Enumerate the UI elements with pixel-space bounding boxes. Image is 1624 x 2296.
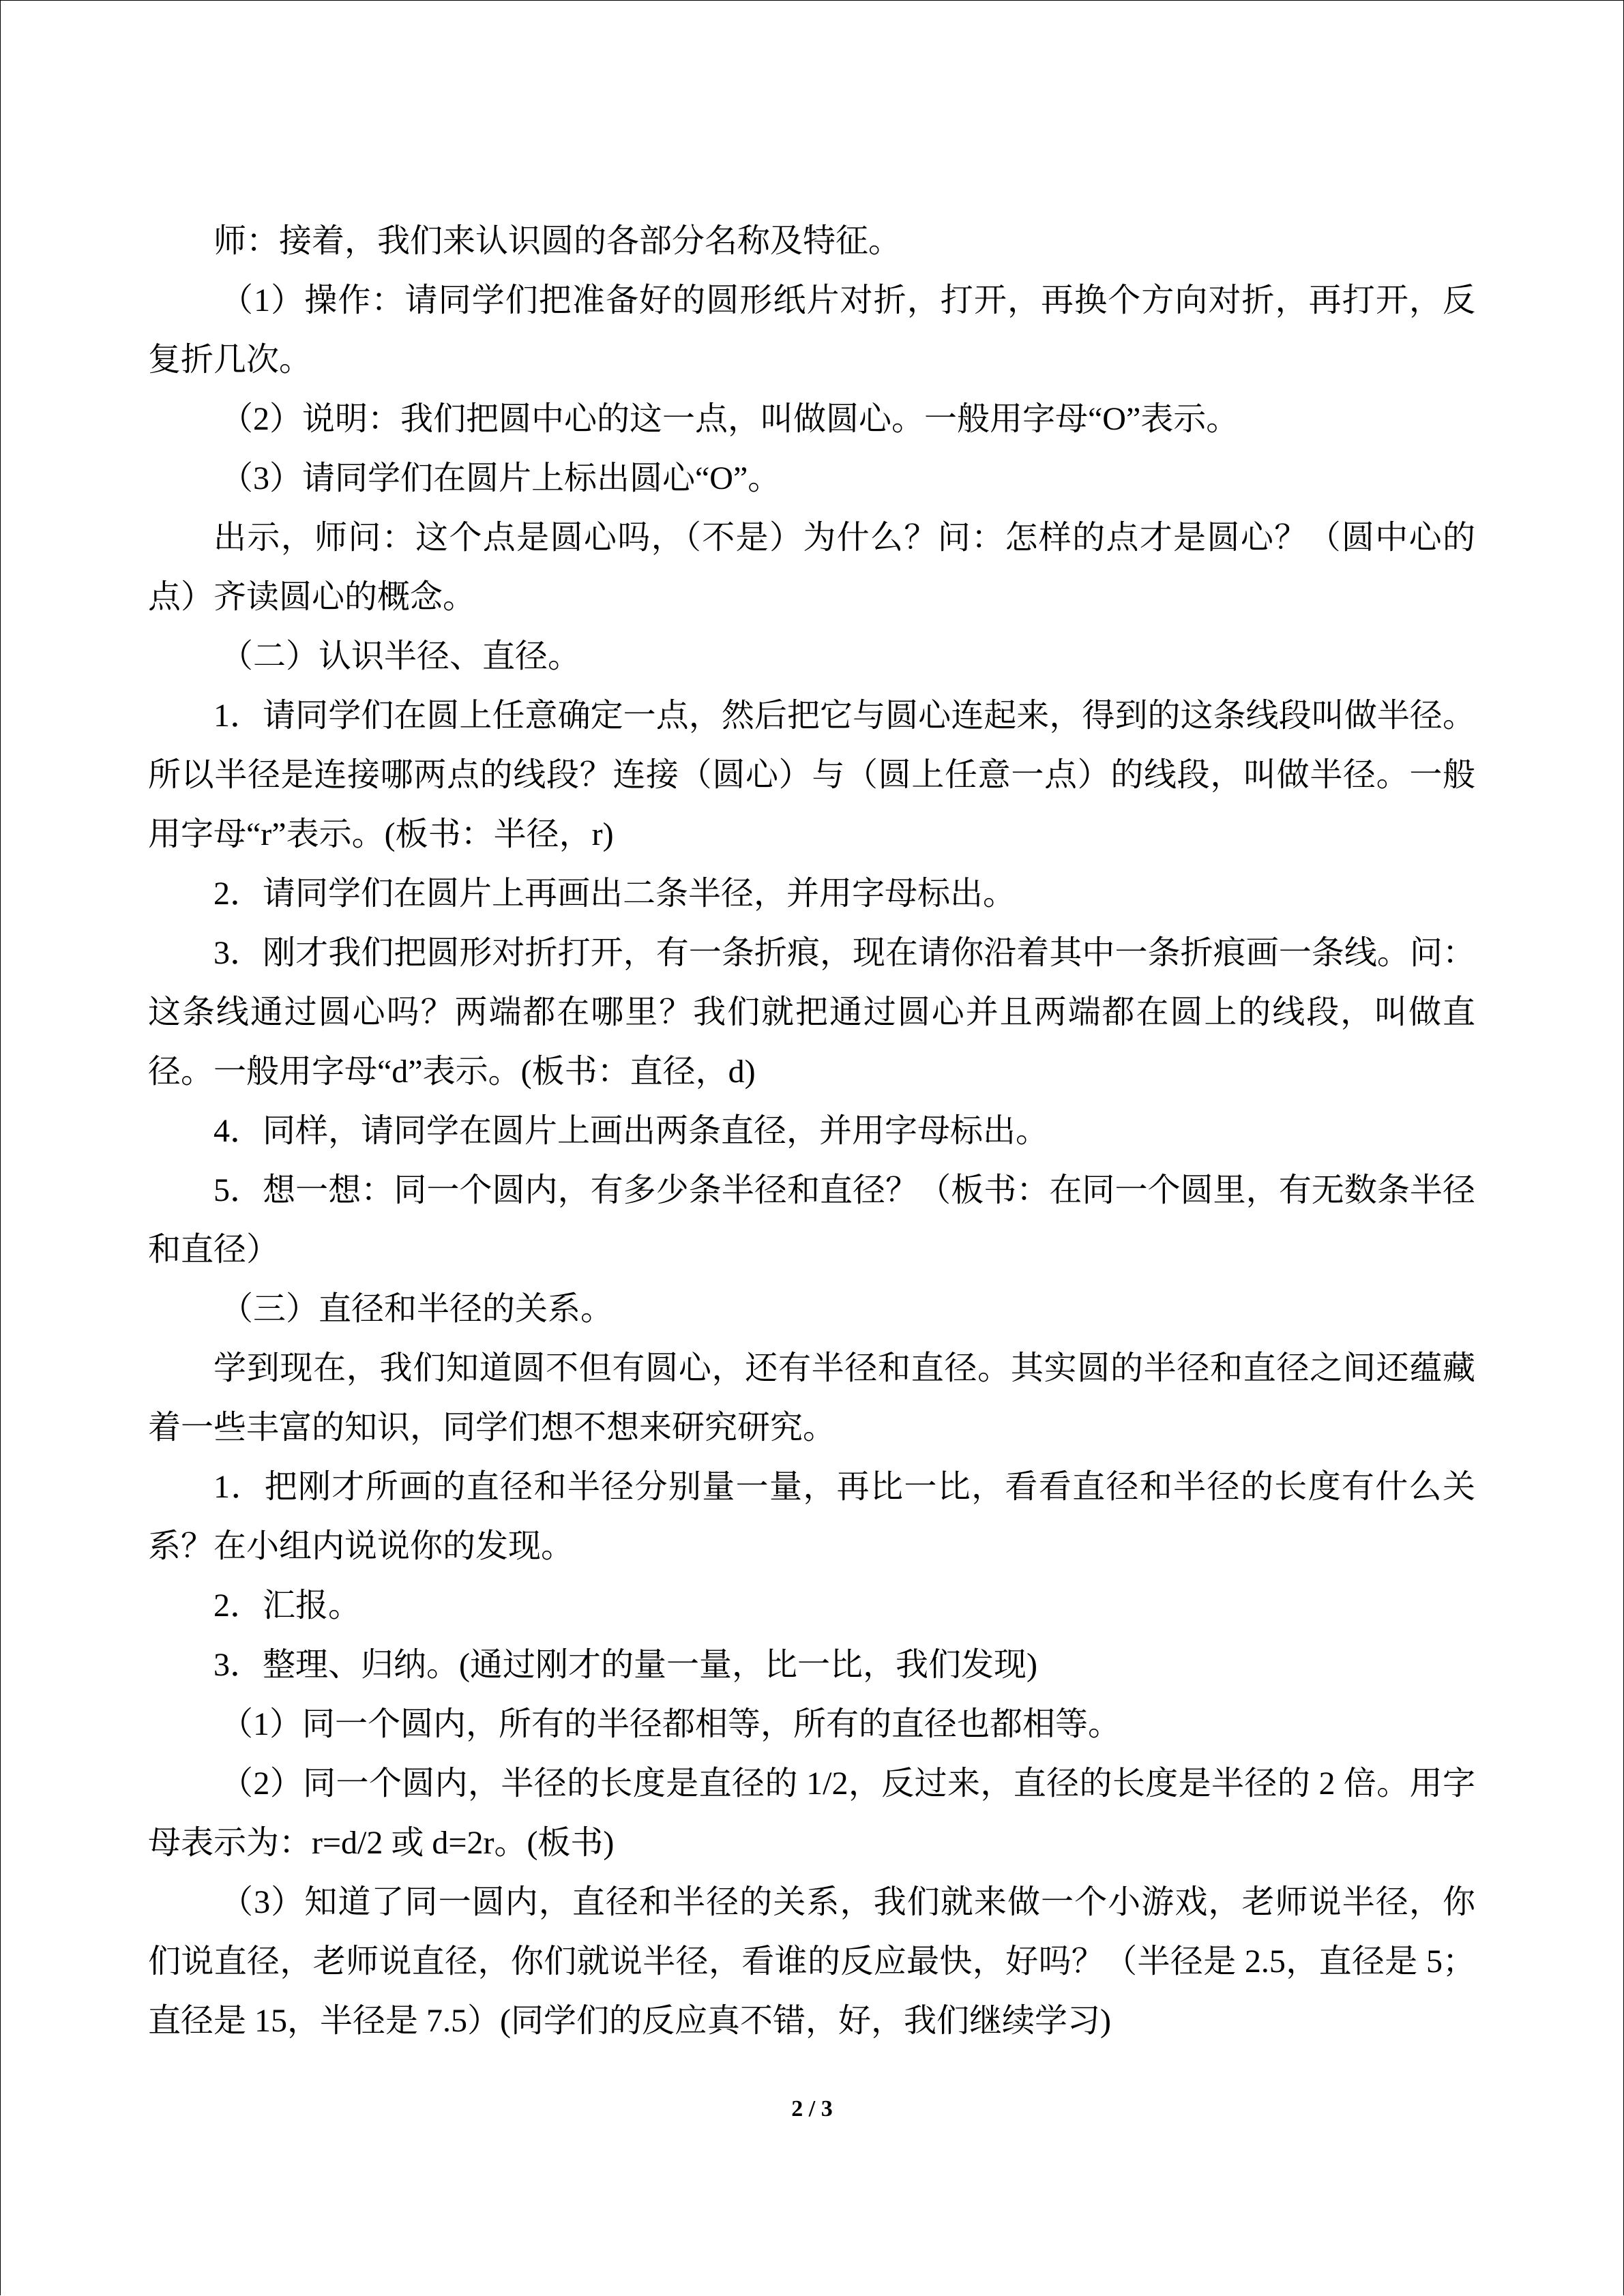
paragraph-diameter-definition: 3．刚才我们把圆形对折打开，有一条折痕，现在请你沿着其中一条折痕画一条线。问：这条线通过圆心吗？两端都在哪里？我们就把通过圆心并且两端都在圆上的线段，叫做直径。一般用字母“d”表示。(板书：直径，d) bbox=[148, 935, 1475, 1090]
paragraph-measure-compare: 1．把刚才所画的直径和半径分别量一量，再比一比，看看直径和半径的长度有什么关系？在小组内说说你的发现。 bbox=[148, 1469, 1475, 1564]
paragraph-summarize: 3．整理、归纳。(通过刚才的量一量，比一比，我们发现) bbox=[213, 1647, 1037, 1683]
paragraph-report: 2．汇报。 bbox=[213, 1587, 361, 1624]
document-body bbox=[148, 211, 1475, 2051]
page-number: 2 / 3 bbox=[791, 2096, 833, 2121]
paragraph-relationship-intro: 学到现在，我们知道圆不但有圆心，还有半径和直径。其实圆的半径和直径之间还蕴藏着一些丰富的知识，同学们想不想来研究研究。 bbox=[148, 1350, 1475, 1446]
paragraph-step-1-operation: （1）操作：请同学们把准备好的圆形纸片对折，打开，再换个方向对折，再打开，反复折几次。 bbox=[148, 282, 1475, 378]
paragraph-step-2-explanation: （2）说明：我们把圆中心的这一点，叫做圆心。一般用字母“O”表示。 bbox=[220, 401, 1239, 437]
paragraph-think-count: 5．想一想：同一个圆内，有多少条半径和直径？（板书：在同一个圆里，有无数条半径和直径） bbox=[148, 1172, 1475, 1268]
paragraph-intro: 师：接着，我们来认识圆的各部分名称及特征。 bbox=[213, 223, 902, 259]
paragraph-conclusion-1: （1）同一个圆内，所有的半径都相等，所有的直径也都相等。 bbox=[220, 1706, 1121, 1742]
paragraph-conclusion-2: （2）同一个圆内，半径的长度是直径的 1/2，反过来，直径的长度是半径的 2 倍。用字母表示为：r=d/2 或 d=2r。(板书) bbox=[148, 1765, 1475, 1861]
section-heading-relationship: （三）直径和半径的关系。 bbox=[220, 1291, 614, 1327]
paragraph-step-3-mark-center: （3）请同学们在圆片上标出圆心“O”。 bbox=[220, 460, 781, 496]
section-heading-radius-diameter: （二）认识半径、直径。 bbox=[220, 638, 581, 674]
paragraph-radius-definition: 1．请同学们在圆上任意确定一点，然后把它与圆心连起来，得到的这条线段叫做半径。所以半径是连接哪两点的线段？连接（圆心）与（圆上任意一点）的线段，叫做半径。一般用字母“r”表示。(板书：半径，r) bbox=[148, 698, 1475, 852]
paragraph-center-question: 出示，师问：这个点是圆心吗，（不是）为什么？问：怎样的点才是圆心？（圆中心的点）齐读圆心的概念。 bbox=[148, 520, 1475, 615]
paragraph-draw-radii: 2．请同学们在圆片上再画出二条半径，并用字母标出。 bbox=[213, 876, 1016, 912]
paragraph-conclusion-3-game: （3）知道了同一圆内，直径和半径的关系，我们就来做一个小游戏，老师说半径，你们说直径，老师说直径，你们就说半径，看谁的反应最快，好吗？（半径是 2.5，直径是 5；直径是 15，半径是 7.5）(同学们的反应真不错，好，我们继续学习) bbox=[148, 1884, 1475, 2039]
paragraph-draw-diameters: 4．同样，请同学在圆片上画出两条直径，并用字母标出。 bbox=[213, 1113, 1049, 1149]
